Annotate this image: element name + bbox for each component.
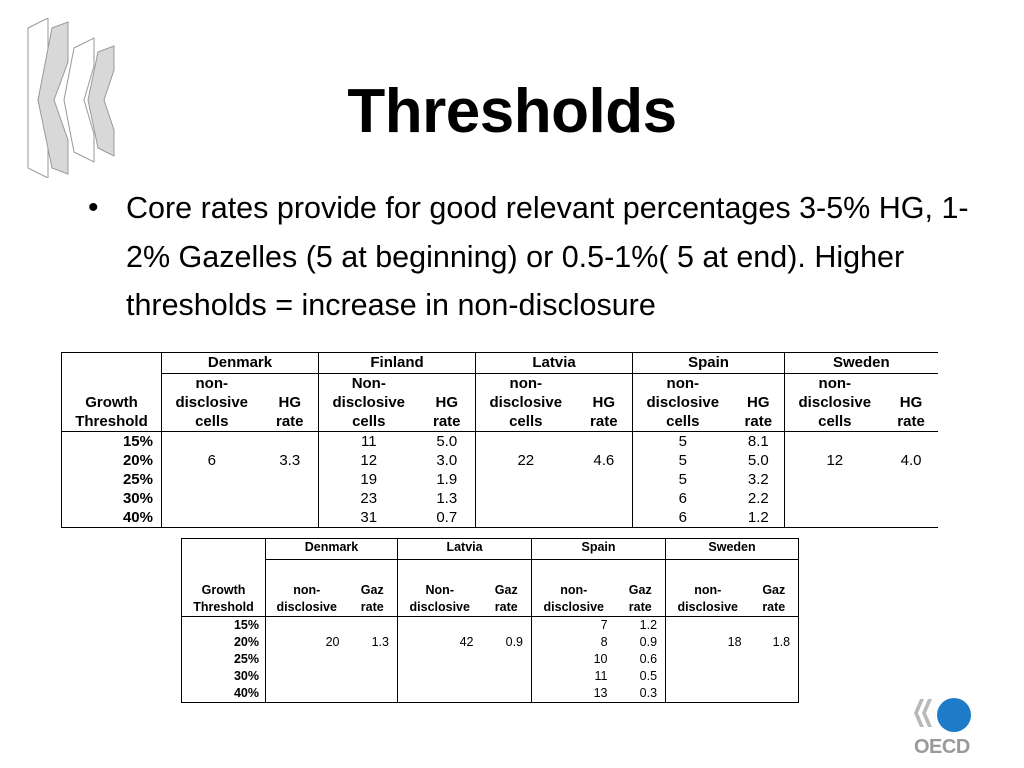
table-cell [885, 489, 938, 508]
table-row [182, 685, 799, 703]
table-cell: 1.8 [750, 634, 799, 651]
table-cell [482, 668, 532, 685]
table-cell: 5 [678, 452, 687, 469]
threshold-cell: 30% [182, 668, 266, 685]
column-header: Non- disclosive [398, 560, 482, 617]
table-cell [348, 651, 398, 668]
table-cell: 1.9 [419, 470, 476, 489]
table-cell [398, 668, 482, 685]
table-cell [476, 489, 576, 508]
table-cell: 18 [727, 635, 742, 649]
table-cell [348, 685, 398, 703]
growth-threshold-header: Growth Threshold [62, 374, 162, 432]
table-cell [266, 617, 348, 635]
table-cell: 5 [678, 471, 687, 488]
column-header: non- disclosive [532, 560, 616, 617]
table-cell: 22 [517, 452, 535, 469]
table-cell [262, 432, 319, 452]
oecd-logo [910, 695, 976, 759]
table-cell [666, 685, 750, 703]
country-header: Latvia [398, 539, 532, 560]
table-cell: 23 [360, 490, 378, 507]
table-cell [262, 489, 319, 508]
table-cell: 5 [678, 433, 687, 450]
table-cell: 1.3 [348, 634, 398, 651]
table-cell [482, 651, 532, 668]
gazelle-rate-table [181, 538, 799, 703]
column-header: non- disclosive [266, 560, 348, 617]
table-cell [348, 668, 398, 685]
table-cell: 12 [826, 452, 844, 469]
column-header: HG rate [262, 374, 319, 432]
table-cell [576, 489, 633, 508]
table-cell [266, 668, 348, 685]
table-cell [162, 508, 262, 528]
table-cell [476, 470, 576, 489]
table-cell [666, 651, 750, 668]
table-cell: 0.9 [616, 634, 666, 651]
country-header: Finland [319, 353, 476, 374]
table-cell: 0.7 [419, 508, 476, 528]
table-cell [262, 508, 319, 528]
table-cell: 8 [600, 635, 608, 649]
table-cell: 4.6 [576, 451, 633, 470]
table-cell [476, 432, 576, 452]
table-cell [576, 508, 633, 528]
table-cell: 3.3 [262, 451, 319, 470]
growth-threshold-header: Growth Threshold [182, 560, 266, 617]
column-header: Gaz rate [616, 560, 666, 617]
table-cell: 8.1 [733, 432, 785, 452]
header-blank [182, 539, 266, 560]
table-cell: 3.2 [733, 470, 785, 489]
table-cell [785, 508, 885, 528]
country-header: Sweden [785, 353, 938, 374]
bullet-text: Core rates provide for good relevant percentages 3-5% HG, 1-2% Gazelles (5 at beginning) or 0.5-1%( 5 at end). Higher thresholds = increase in non-disclosure [126, 191, 969, 322]
column-header: Gaz rate [750, 560, 799, 617]
column-header: HG rate [419, 374, 476, 432]
table-cell [576, 470, 633, 489]
country-header: Spain [532, 539, 666, 560]
table-cell: 11 [594, 669, 608, 683]
country-header: Sweden [666, 539, 799, 560]
table-cell [785, 489, 885, 508]
table-cell [785, 432, 885, 452]
table-cell [482, 617, 532, 635]
table-cell: 19 [360, 471, 378, 488]
table-row [182, 668, 799, 685]
table-cell: 0.6 [616, 651, 666, 668]
hg-rate-table [61, 352, 938, 528]
country-header: Spain [633, 353, 785, 374]
column-header: Gaz rate [348, 560, 398, 617]
header-blank [62, 353, 162, 374]
table-cell: 6 [633, 508, 733, 528]
table-row [62, 432, 938, 452]
table-cell [750, 685, 799, 703]
table-cell [750, 617, 799, 635]
table-cell [162, 470, 262, 489]
table-row [182, 617, 799, 635]
table-cell: 0.5 [616, 668, 666, 685]
column-header: non- disclosive [666, 560, 750, 617]
table-cell [266, 685, 348, 703]
table-cell: 5.0 [733, 451, 785, 470]
table-cell: 2.2 [733, 489, 785, 508]
column-header: HG rate [576, 374, 633, 432]
table-cell [348, 617, 398, 635]
table-cell: 3.0 [419, 451, 476, 470]
threshold-cell: 25% [182, 651, 266, 668]
table-cell [398, 651, 482, 668]
table-cell: 0.9 [482, 634, 532, 651]
column-header: non- disclosive cells [785, 374, 885, 432]
table-cell: 7 [600, 618, 608, 632]
table-cell [262, 470, 319, 489]
table-cell: 42 [459, 635, 474, 649]
threshold-cell: 25% [62, 470, 162, 489]
slide-title: Thresholds [347, 77, 677, 146]
table-cell [785, 470, 885, 489]
table-row [182, 634, 799, 651]
table-row [62, 451, 938, 470]
table-cell: 10 [593, 652, 608, 666]
column-header: Gaz rate [482, 560, 532, 617]
table-cell [885, 432, 938, 452]
table-cell: 4.0 [900, 452, 922, 469]
table-cell: 1.2 [616, 617, 666, 635]
table-cell [162, 432, 262, 452]
column-header: Non- disclosive cells [319, 374, 419, 432]
table-cell: 5.0 [419, 432, 476, 452]
threshold-cell: 30% [62, 489, 162, 508]
table-cell: 1.2 [733, 508, 785, 528]
table-row [182, 651, 799, 668]
table-cell [162, 489, 262, 508]
table-cell [885, 470, 938, 489]
column-header: non- disclosive cells [162, 374, 262, 432]
table-cell: 11 [360, 433, 377, 450]
table-cell: 6 [207, 452, 216, 469]
table-cell: 31 [319, 508, 419, 528]
table-cell [398, 685, 482, 703]
threshold-cell: 20% [62, 451, 162, 470]
table-cell [666, 668, 750, 685]
threshold-cell: 15% [182, 617, 266, 635]
oecd-logo-text: OECD [914, 736, 970, 758]
table-row [62, 470, 938, 489]
table-row [62, 508, 938, 528]
table-cell [750, 668, 799, 685]
column-header: non- disclosive cells [633, 374, 733, 432]
table-row [62, 489, 938, 508]
column-header: HG rate [733, 374, 785, 432]
table-cell: 1.3 [419, 489, 476, 508]
country-header: Latvia [476, 353, 633, 374]
table-cell [266, 651, 348, 668]
table-cell: 0.3 [616, 685, 666, 703]
table-cell [476, 508, 576, 528]
threshold-cell: 15% [62, 432, 162, 452]
table-cell [576, 432, 633, 452]
threshold-cell: 40% [62, 508, 162, 528]
bullet-icon: • [88, 191, 99, 224]
table-cell [398, 617, 482, 635]
table-cell [885, 508, 938, 528]
table-cell: 6 [678, 490, 687, 507]
table-cell: 13 [532, 685, 616, 703]
table-cell: 12 [360, 452, 378, 469]
threshold-cell: 40% [182, 685, 266, 703]
table-cell: 20 [325, 635, 340, 649]
country-header: Denmark [162, 353, 319, 374]
country-header: Denmark [266, 539, 398, 560]
table-cell [482, 685, 532, 703]
column-header: HG rate [885, 374, 938, 432]
table-cell [750, 651, 799, 668]
table-cell [666, 617, 750, 635]
column-header: non- disclosive cells [476, 374, 576, 432]
threshold-cell: 20% [182, 634, 266, 651]
